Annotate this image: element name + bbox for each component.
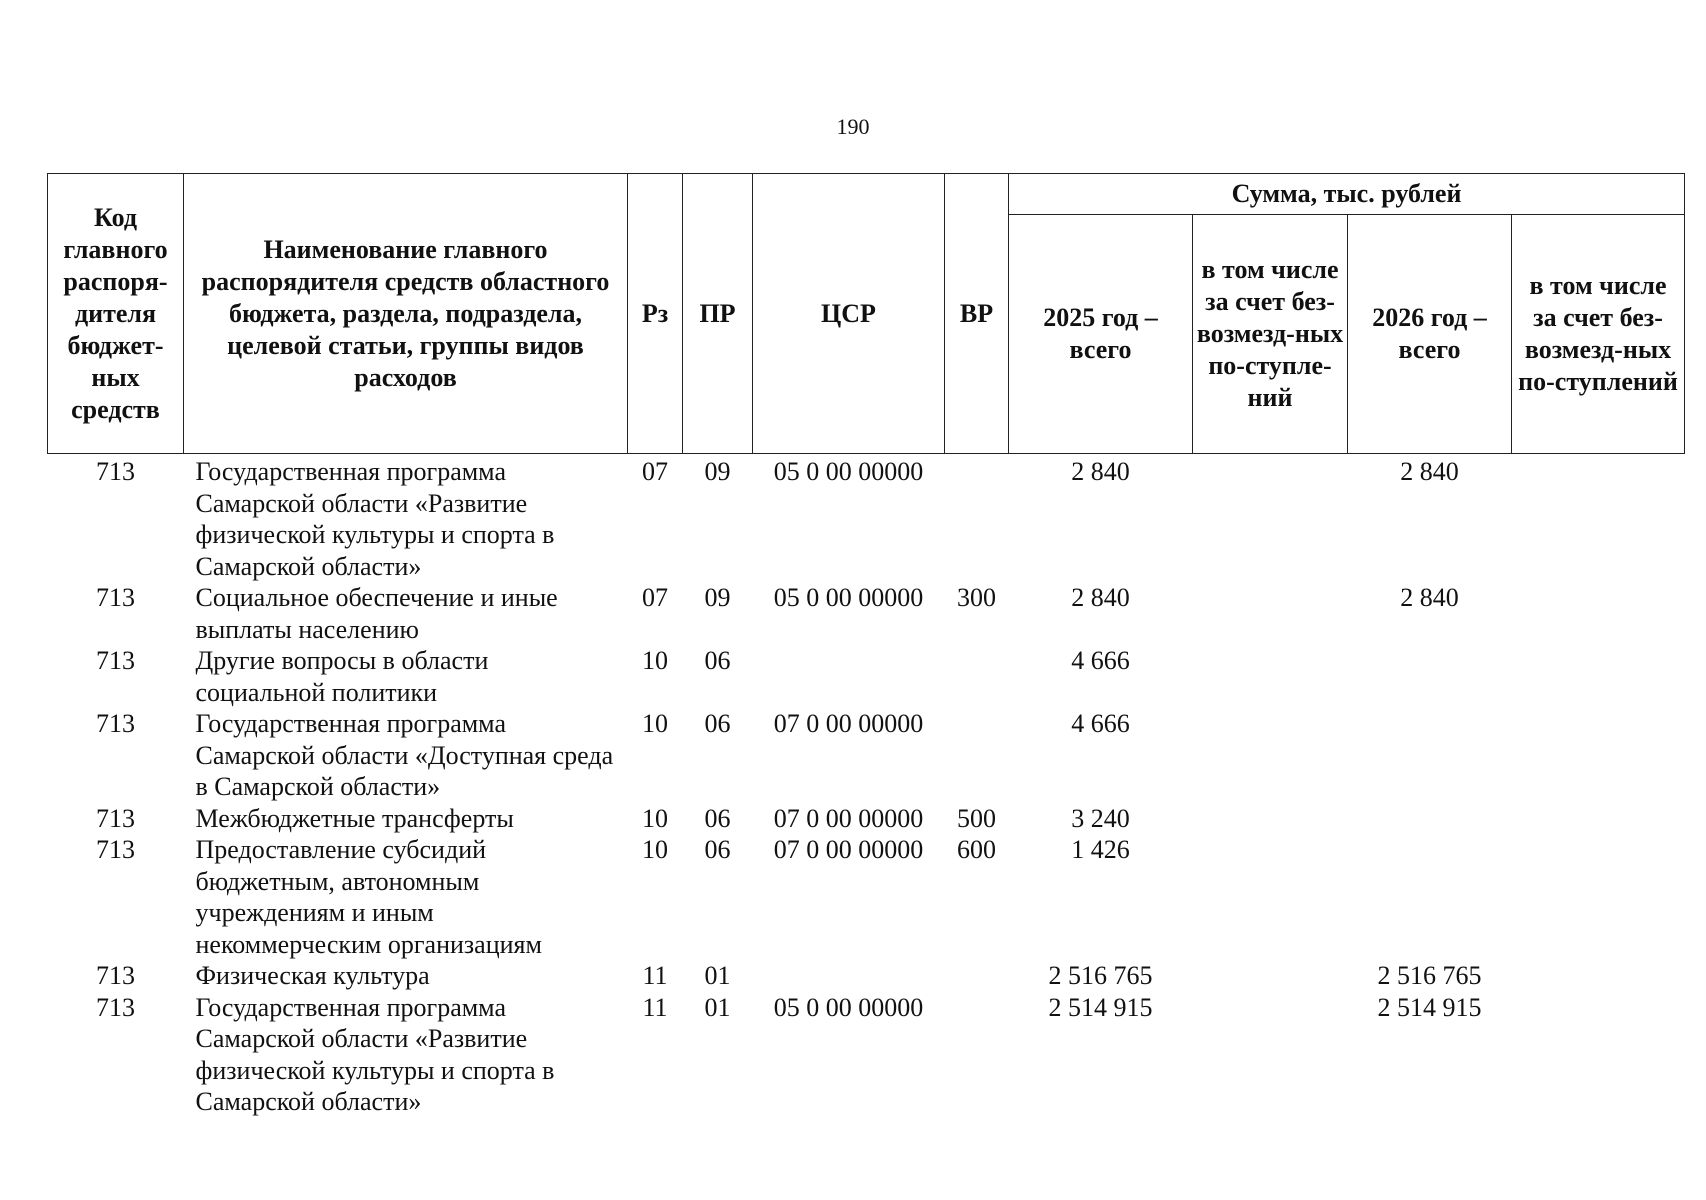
cell-2025-total: 1 426	[1071, 835, 1130, 864]
cell-2026-total: 2 514 915	[1377, 992, 1482, 1022]
header-sum: Сумма, тыс. рублей	[1009, 174, 1685, 215]
cell-vr	[945, 454, 1009, 583]
cell-2026-total: 2 840	[1400, 583, 1459, 612]
page-number: 190	[836, 114, 870, 139]
cell-2025-grants	[1193, 708, 1348, 803]
cell-csr: 05 0 00 00000	[773, 583, 924, 612]
header-pr: ПР	[683, 174, 753, 454]
header-csr: ЦСР	[753, 174, 945, 454]
header-2025-grants: в том числе за счет без-возмезд-ных по-ступле-ний	[1193, 215, 1348, 454]
cell-2025-grants	[1193, 803, 1348, 835]
cell-name: Государственная программа Самарской области «Развитие физической культуры и спорта в Самарской области»	[195, 457, 555, 581]
cell-2026-grants	[1512, 582, 1685, 645]
cell-2026-grants	[1512, 960, 1685, 992]
table-row	[48, 803, 1685, 835]
cell-2026-total	[1348, 708, 1512, 803]
cell-csr: 05 0 00 00000	[773, 457, 924, 486]
table-row	[48, 582, 1685, 645]
cell-2026-total	[1348, 834, 1512, 960]
cell-2025-total: 4 666	[1071, 646, 1130, 675]
cell-pr: 06	[704, 803, 731, 833]
table-row	[48, 454, 1685, 583]
header-code: Код главного распоря-дителя бюджет-ных средств	[48, 174, 184, 454]
cell-pr: 01	[704, 992, 731, 1022]
cell-2026-grants	[1512, 992, 1685, 1118]
cell-rz: 10	[642, 835, 668, 864]
cell-2026-total: 2 840	[1400, 457, 1459, 486]
cell-2026-total	[1348, 803, 1512, 835]
cell-name: Социальное обеспечение и иные выплаты населению	[195, 583, 558, 644]
cell-2025-total: 2 516 765	[1048, 961, 1153, 990]
cell-csr: 07 0 00 00000	[773, 803, 924, 833]
table-body	[48, 454, 1685, 1118]
cell-csr	[753, 960, 945, 992]
budget-table	[47, 173, 1685, 1118]
cell-code: 713	[96, 803, 135, 833]
cell-csr: 07 0 00 00000	[773, 709, 924, 738]
cell-2025-grants	[1193, 582, 1348, 645]
cell-name: Межбюджетные трансферты	[195, 803, 514, 833]
cell-pr: 01	[704, 961, 731, 990]
cell-2026-grants	[1512, 803, 1685, 835]
cell-2025-grants	[1193, 960, 1348, 992]
cell-vr	[945, 708, 1009, 803]
cell-2026-grants	[1512, 645, 1685, 708]
cell-vr: 600	[957, 835, 996, 864]
cell-code: 713	[96, 992, 135, 1022]
header-2026-grants: в том числе за счет без-возмезд-ных по-ступлений	[1512, 215, 1685, 454]
cell-vr: 300	[957, 583, 996, 612]
cell-2025-total: 2 840	[1071, 583, 1130, 612]
cell-code: 713	[96, 709, 135, 738]
cell-code: 713	[96, 961, 135, 990]
cell-name: Государственная программа Самарской области «Доступная среда в Самарской области»	[195, 709, 614, 801]
cell-code: 713	[96, 583, 135, 612]
cell-csr	[753, 645, 945, 708]
cell-name: Предоставление субсидий бюджетным, автономным учреждениям и иным некоммерческим организациям	[195, 835, 542, 959]
cell-rz: 07	[642, 457, 668, 486]
cell-2026-total: 2 516 765	[1377, 961, 1482, 990]
cell-2025-grants	[1193, 454, 1348, 583]
table-header	[48, 174, 1685, 454]
header-vr: ВР	[945, 174, 1009, 454]
cell-pr: 09	[704, 457, 731, 486]
cell-pr: 06	[704, 835, 731, 864]
cell-pr: 09	[704, 583, 731, 612]
cell-2026-total	[1348, 645, 1512, 708]
cell-csr: 05 0 00 00000	[773, 992, 924, 1022]
cell-2025-grants	[1193, 645, 1348, 708]
cell-name: Физическая культура	[195, 961, 430, 990]
cell-2025-total: 2 514 915	[1048, 992, 1153, 1022]
header-name: Наименование главного распорядителя средств областного бюджета, раздела, подраздела, целевой статьи, группы видов расходов	[184, 174, 628, 454]
cell-name: Другие вопросы в области социальной политики	[195, 646, 489, 707]
cell-code: 713	[96, 835, 135, 864]
cell-pr: 06	[704, 709, 731, 738]
table-row	[48, 992, 1685, 1118]
cell-vr: 500	[957, 803, 996, 833]
cell-rz: 10	[642, 709, 668, 738]
cell-name: Государственная программа Самарской области «Развитие физической культуры и спорта в Самарской области»	[195, 992, 555, 1116]
cell-2025-total: 2 840	[1071, 457, 1130, 486]
cell-2026-grants	[1512, 834, 1685, 960]
table-row	[48, 708, 1685, 803]
table-row	[48, 960, 1685, 992]
cell-2026-grants	[1512, 708, 1685, 803]
cell-rz: 11	[642, 992, 668, 1022]
cell-rz: 11	[642, 961, 668, 990]
header-2026-total: 2026 год – всего	[1348, 215, 1512, 454]
header-rz: Рз	[628, 174, 683, 454]
cell-code: 713	[96, 457, 135, 486]
table-row	[48, 645, 1685, 708]
cell-pr: 06	[704, 646, 731, 675]
cell-rz: 07	[642, 583, 668, 612]
cell-csr: 07 0 00 00000	[773, 835, 924, 864]
cell-2026-grants	[1512, 454, 1685, 583]
cell-vr	[945, 645, 1009, 708]
cell-vr	[945, 992, 1009, 1118]
header-2025-total: 2025 год – всего	[1009, 215, 1193, 454]
table-row	[48, 834, 1685, 960]
cell-vr	[945, 960, 1009, 992]
cell-rz: 10	[642, 646, 668, 675]
cell-2025-grants	[1193, 992, 1348, 1118]
cell-rz: 10	[642, 803, 668, 833]
cell-2025-total: 3 240	[1071, 803, 1130, 833]
cell-2025-total: 4 666	[1071, 709, 1130, 738]
cell-code: 713	[96, 646, 135, 675]
cell-2025-grants	[1193, 834, 1348, 960]
